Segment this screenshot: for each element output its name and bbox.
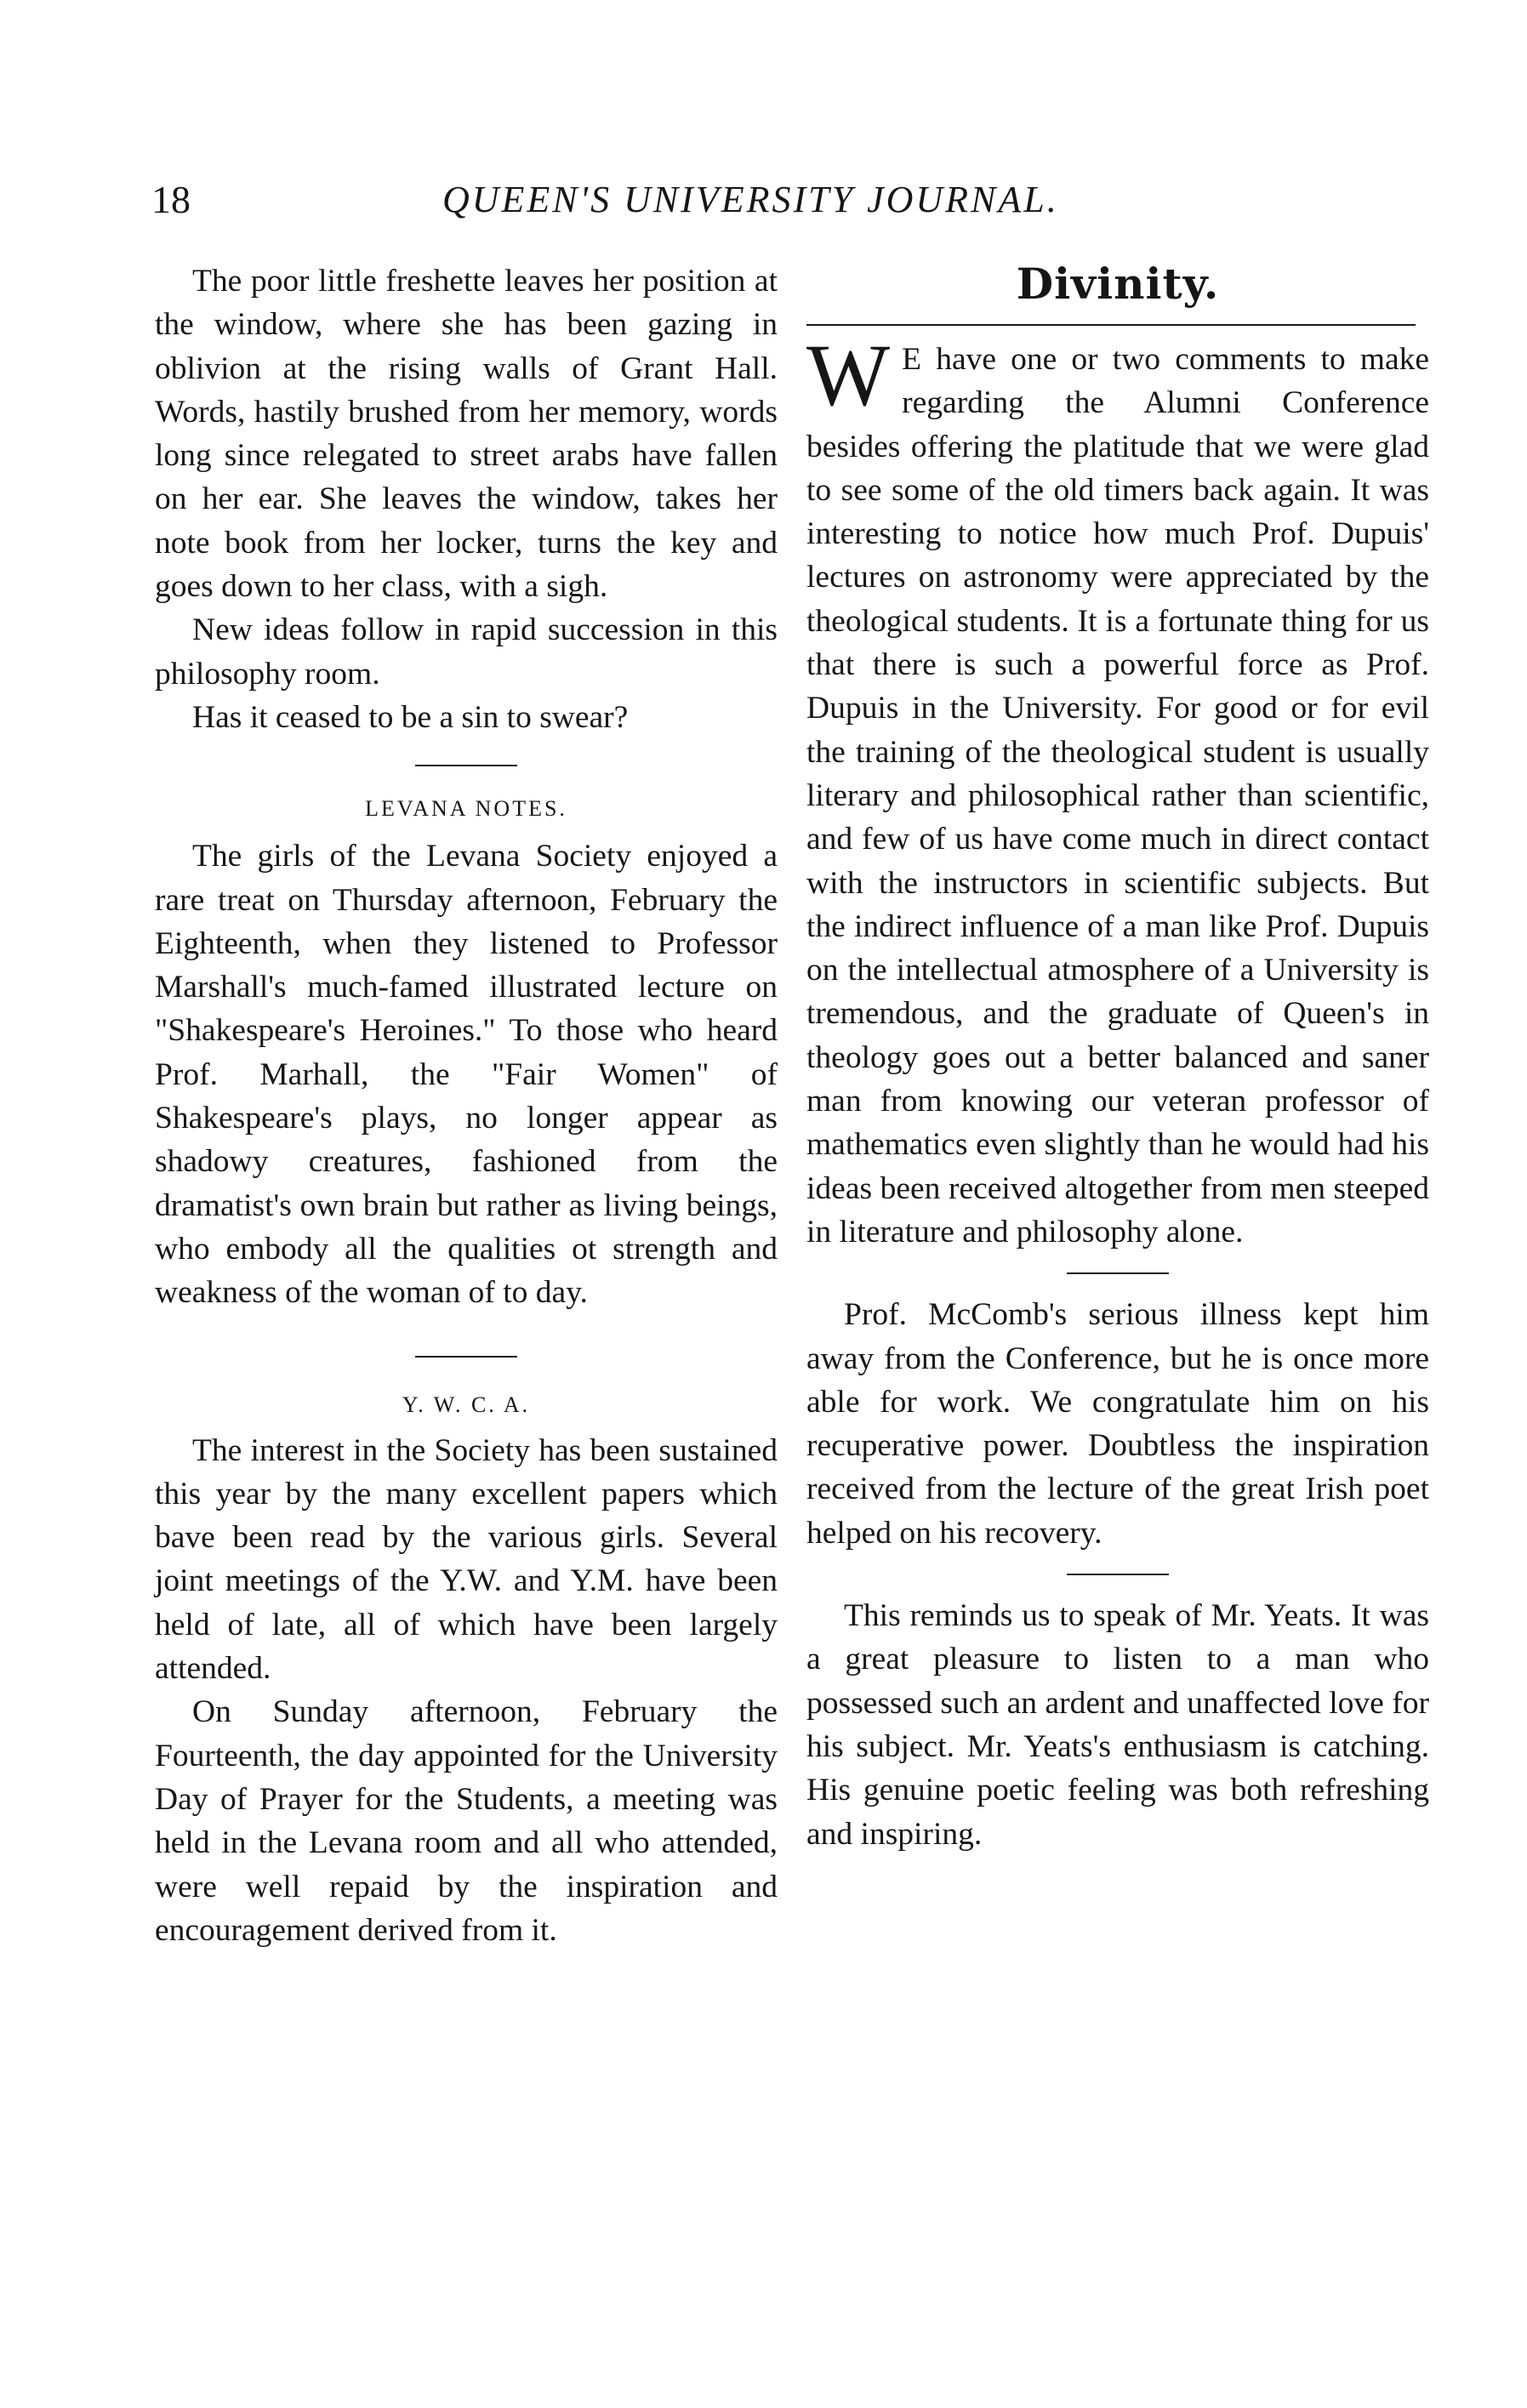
freshette-paragraph: The poor little freshette leaves her position at the window, where she has been gazing in oblivion at the rising walls of Grant Hall. Words, hastily brushed from her memory, words long since relegated to street arabs have fallen on her ear. She leaves the window, takes her note book from her locker, turns the key and goes down to her class, with a sigh. <box>155 264 778 605</box>
left-column <box>155 259 778 1952</box>
ywca-heading: Y. W. C. A. <box>402 1392 531 1417</box>
swear-paragraph: Has it ceased to be a sin to swear? <box>192 699 629 735</box>
levana-notes-heading: LEVANA NOTES. <box>365 796 567 822</box>
page-header <box>0 174 1527 225</box>
alumni-conference-paragraph <box>806 327 1429 1254</box>
mccomb-paragraph: Prof. McComb's serious illness kept him away from the Conference, but he is once more able for work. We congratulate him on his recuperative power. Doubtless the inspiration received from the lecture of the great Irish poet helped on his recovery. <box>806 1297 1429 1551</box>
levana-paragraph: The girls of the Levana Society enjoyed a rare treat on Thursday afternoon, February the Eighteenth, when they listened to Professor Marshall's much-famed illustrated lecture on "Shakespeare's Heroines." To those who heard Prof. Marhall, the "Fair Women" of Shakespeare's plays, no longer appear as shadowy creatures, fashioned from the dramatist's own brain but rather as living beings, who embody all the qualities ot strength and weakness of the woman of to day. <box>155 839 778 1311</box>
drop-cap: W <box>806 327 891 424</box>
philosophy-paragraph: New ideas follow in rapid succession in this philosophy room. <box>155 612 778 692</box>
day-of-prayer-paragraph: On Sunday afternoon, February the Fourteenth, the day appointed for the University Day of Prayer for the Students, a meeting was held in the Levana room and all who attended, were well repaid by the inspiration and encouragement derived from it. <box>155 1694 778 1948</box>
journal-title: QUEEN'S UNIVERSITY JOURNAL. <box>442 179 1059 220</box>
yeats-paragraph: This reminds us to speak of Mr. Yeats. It was a great pleasure to listen to a man who possessed such an ardent and unaffected love for his subject. Mr. Yeats's enthusiasm is catching. His genuine poetic feeling was both refreshing and inspiring. <box>806 1598 1429 1852</box>
divinity-heading: Divinity. <box>1016 259 1220 309</box>
right-column <box>806 259 1429 1856</box>
alumni-conference-text: E have one or two comments to make regarding the Alumni Conference besides offering the platitude that we were glad to see some of the old timers back again. It was interesting to notice how much Prof. Dupuis' lectures on astronomy were appreciated by the theological students. It is a fortunate thing for us that there is such a powerful force as Prof. Dupuis in the University. For good or for evil the training of the theological student is usually literary and philosophical rather than scientific, and few of us have come much in direct contact with the instructors in scientific subjects. But the indirect influence of a man like Prof. Dupuis on the intellectual atmosphere of a University is tremendous, and the graduate of Queen's in theology goes out a better balanced and saner man from knowing our veteran professor of mathematics even slightly than he would had his ideas been received altogether from men steeped in literature and philosophy alone. <box>806 342 1429 1250</box>
page-number: 18 <box>151 178 191 221</box>
ywca-paragraph: The interest in the Society has been sustained this year by the many excellent papers which bave been read by the various girls. Several joint meetings of the Y.W. and Y.M. have been held of late, all of which have been largely attended. <box>155 1432 778 1687</box>
